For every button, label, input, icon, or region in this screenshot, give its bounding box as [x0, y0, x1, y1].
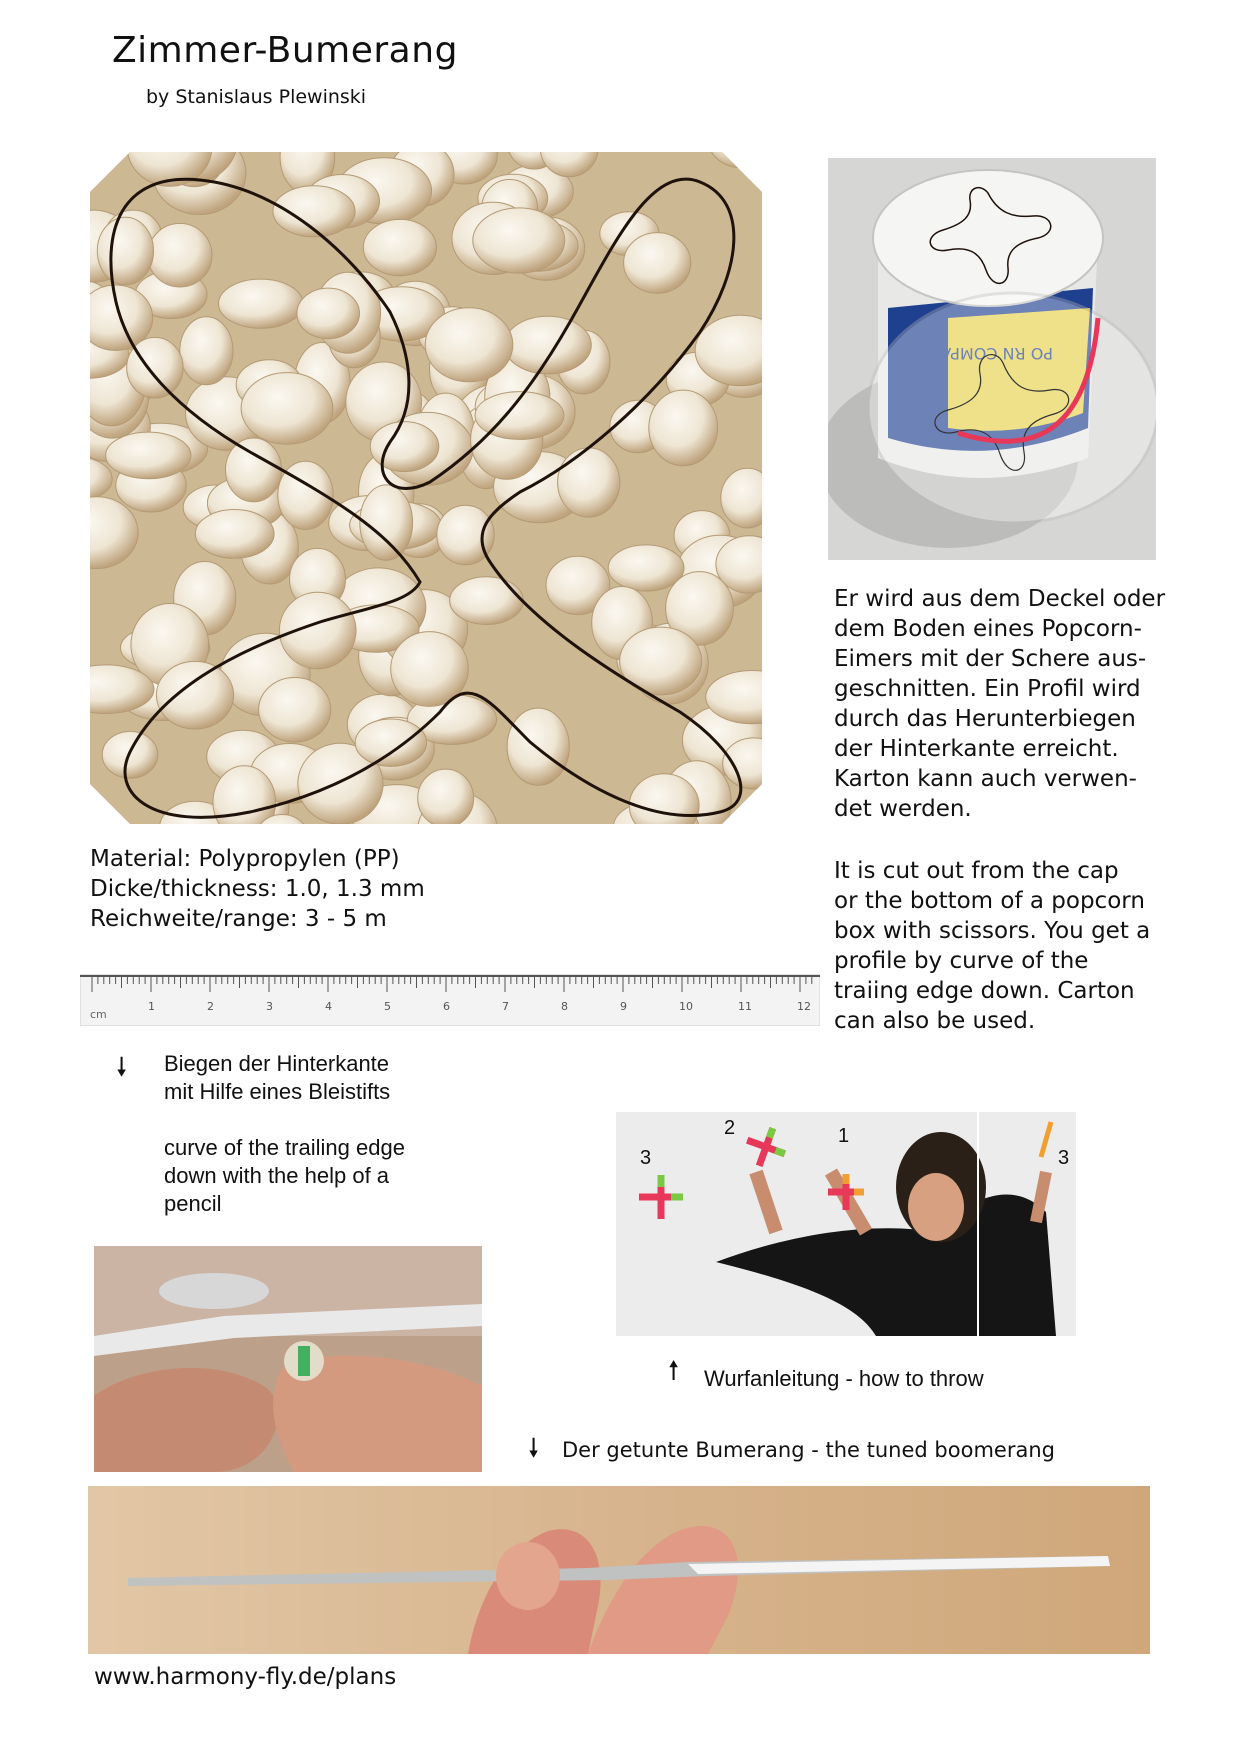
popcorn-kernel: [106, 432, 191, 479]
popcorn-kernel: [370, 422, 439, 472]
ruler-label: 11: [738, 1000, 752, 1013]
popcorn-kernel: [504, 316, 591, 374]
pencil-bending-photo: [94, 1246, 482, 1472]
popcorn-kernel: [279, 592, 356, 669]
ruler-label: 6: [443, 1000, 450, 1013]
ruler-label: 3: [266, 1000, 273, 1013]
pencil-instructions: [164, 1050, 524, 1218]
pencil-english-line: pencil: [164, 1191, 222, 1216]
author-line: by Stanislaus Plewinski: [146, 86, 367, 108]
popcorn-kernel: [608, 545, 684, 591]
bucket-label: PO RN COMPANY: [918, 344, 1053, 363]
popcorn-kernel: [156, 661, 233, 729]
popcorn-kernel: [259, 678, 331, 743]
popcorn-kernel: [355, 719, 426, 766]
spec-range: Reichweite/range: 3 - 5 m: [90, 906, 387, 932]
arrow-down-icon: 🠗: [116, 1053, 128, 1083]
ruler-label: 12: [797, 1000, 811, 1013]
popcorn-kernel: [418, 769, 474, 824]
throw-caption: Wurfanleitung - how to throw: [704, 1366, 984, 1391]
popcorn-kernel: [363, 219, 436, 275]
ruler-label: 1: [148, 1000, 155, 1013]
spec-material: Material: Polypropylen (PP): [90, 846, 400, 872]
throw-step-label: 3: [1058, 1147, 1070, 1169]
tuned-boomerang-photo: [88, 1486, 1150, 1654]
throw-illustration: [616, 1112, 1076, 1336]
pencil-english-line: down with the help of a: [164, 1163, 390, 1188]
throwing-instruction-photo: [616, 1112, 1076, 1336]
popcorn-kernel: [507, 708, 569, 785]
popcorn-kernel: [425, 308, 513, 382]
popcorn-kernel: [226, 438, 282, 502]
pencil-english-line: curve of the trailing edge: [164, 1135, 405, 1160]
page-title: Zimmer-Bumerang: [112, 30, 458, 71]
popcorn-kernel: [180, 317, 233, 385]
throw-step-label: 1: [838, 1125, 850, 1147]
tuned-caption: Der getunte Bumerang - the tuned boomerang: [562, 1438, 1055, 1462]
spec-thickness: Dicke/thickness: 1.0, 1.3 mm: [90, 876, 425, 902]
popcorn-kernel: [219, 279, 304, 328]
bucket-illustration: [828, 158, 1156, 560]
ruler-graphic: [80, 974, 820, 1026]
popcorn-kernel: [649, 390, 718, 466]
throw-step-label: 2: [724, 1117, 736, 1139]
throw-step-label: 3: [640, 1147, 652, 1169]
popcorn-template-photo: [90, 152, 762, 824]
pencil-illustration: [94, 1246, 482, 1472]
popcorn-kernel: [195, 510, 274, 559]
footer-url[interactable]: www.harmony-fly.de/plans: [94, 1664, 397, 1690]
ruler-label: 4: [325, 1000, 332, 1013]
popcorn-kernel: [624, 233, 691, 294]
tuned-illustration: [88, 1486, 1150, 1654]
popcorn-kernel: [450, 577, 524, 625]
ruler-label: 8: [561, 1000, 568, 1013]
ruler-label: 10: [679, 1000, 693, 1013]
popcorn-kernel: [360, 485, 413, 560]
description-english: It is cut out from the cap or the bottom of a popcorn box with scissors. You get a profile by curve of the traiing edge down. Carton can also be used.: [834, 858, 1151, 1034]
popcorn-kernel: [241, 373, 333, 445]
popcorn-bucket-photo: [828, 158, 1156, 560]
arrow-down-icon: 🠗: [528, 1434, 540, 1464]
ruler-label: 9: [620, 1000, 627, 1013]
specs-block: [90, 844, 425, 934]
popcorn-texture: [90, 152, 762, 824]
ruler-unit-label: cm: [90, 1008, 107, 1021]
ruler-label: 7: [502, 1000, 509, 1013]
arrow-up-icon: 🠕: [668, 1356, 680, 1386]
popcorn-kernel: [558, 448, 620, 517]
pencil-german-line: mit Hilfe eines Bleistifts: [164, 1079, 391, 1104]
popcorn-kernel: [297, 288, 360, 339]
popcorn-kernel: [148, 223, 212, 287]
popcorn-kernel: [97, 217, 153, 285]
description-german: Er wird aus dem Deckel oder dem Boden eines Popcorn- Eimers mit der Schere aus- geschnitten. Ein Profil wird durch das Herunterbiegen der Hinterkante erreicht. Karton kann auch verwen- det werden.: [834, 586, 1166, 822]
ruler-label: 2: [207, 1000, 214, 1013]
pencil-german-line: Biegen der Hinterkante: [164, 1051, 390, 1076]
ruler: [80, 974, 820, 1026]
popcorn-kernel: [473, 208, 565, 273]
ruler-label: 5: [384, 1000, 391, 1013]
